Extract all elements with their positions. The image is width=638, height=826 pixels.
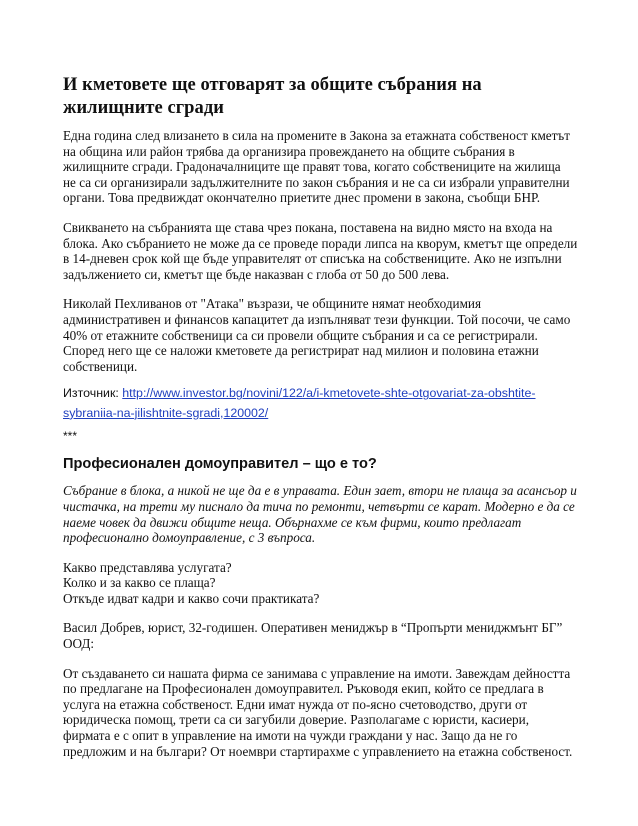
text-line: услуга на етажна собственост. Едни имат нужда от по-ясно счетоводство, други от (63, 696, 528, 712)
paragraph-objection (63, 296, 578, 374)
text-line: чистачка, на трети му писнало да тича по ремонти, четвърти се карат. Модерно е да се (63, 498, 575, 514)
title-line: И кметовете ще отговарят за общите събрания на (63, 75, 482, 95)
source-link-line: http://www.investor.bg/novini/122/a/i-kmetovete-shte-otgovariat-za-obshtite- (122, 386, 536, 401)
text-line: Събрание в блока, а никой не ще да е в управата. Един зает, втори не плаща за асансьор и (63, 483, 577, 499)
text-line: задължението си, кметът ще бъде наказван с глоба от 50 до 500 лева. (63, 266, 450, 282)
text-line: жилищните сгради. Градоначалниците ще правят това, когато собствениците на жилища (63, 159, 561, 175)
question-item: Какво представлява услугата? (63, 559, 232, 575)
section-separator: *** (63, 429, 78, 444)
text-line: не са си организирали задължителните по закон събрания и не са си избрали управителни (63, 174, 570, 190)
text-line: фирмата е с опит в управление на имоти на чужди граждани у нас. Защо да не го (63, 728, 518, 744)
paragraph-intro (63, 128, 578, 206)
text-line: 40% от етажните собственици са си провели общите събрания и са се регистрирали. (63, 327, 538, 343)
text-line: блока. Ако събранието не може да се проведе поради липса на кворум, кметът ще определи (63, 235, 578, 251)
text-line: юридическа помощ, трети са си загубили доверие. Разполагаме с юристи, касиери, (63, 712, 529, 728)
source-citation (63, 384, 578, 423)
questions-list (63, 560, 578, 607)
source-label: Източник: (63, 386, 123, 401)
text-line: Според него ще се наложи кметовете да регистрират над милион и половина етажни (63, 343, 539, 359)
question-item: Колко и за какво се плаща? (63, 575, 216, 591)
text-line: в 14-дневен срок кой ще бъде управителят от списъка на собствениците. Ако не изпълни (63, 251, 562, 267)
text-line: органи. Това предвиждат окончателно приетите днес промени в закона, съобщи БНР. (63, 190, 540, 206)
paragraph-convening (63, 220, 578, 282)
article-title (63, 74, 578, 120)
text-line: наеме човек да движи общите неща. Обърнахме се към фирми, които предлагат (63, 514, 522, 530)
text-line: ООД: (63, 636, 95, 652)
section-title: Професионален домоуправител – що е то? (63, 456, 377, 473)
text-line: предложим и на българи? От ноември стартирахме с управлението на етажна собственост. (63, 743, 573, 759)
speaker-intro (63, 620, 578, 651)
text-line: професионално домоуправление, с 3 въпроса. (63, 530, 316, 546)
question-item: Откъде идват кадри и какво сочи практиката? (63, 590, 320, 606)
speaker-answer (63, 666, 578, 760)
text-line: собственици. (63, 358, 138, 374)
text-line: на община или район трябва да организира провеждането на общите събрания в (63, 143, 515, 159)
document-page (63, 74, 578, 759)
paragraph-lead-italic (63, 483, 578, 545)
title-line: жилищните сгради (63, 98, 224, 118)
text-line: Николай Пехливанов от "Атака" възрази, че общините нямат необходимия (63, 296, 482, 312)
source-link[interactable] (63, 386, 536, 420)
source-link-line: sybraniia-na-jilishtnite-sgradi,120002/ (63, 405, 269, 420)
text-line: Васил Добрев, юрист, 32-годишен. Оперативен мениджър в “Пропърти мениджмънт БГ” (63, 620, 563, 636)
text-line: От създаването си нашата фирма се занимава с управление на имоти. Завеждам дейността (63, 665, 571, 681)
text-line: Една година след влизането в сила на промените в Закона за етажната собственост кметът (63, 128, 570, 143)
text-line: Свикването на събранията ще става чрез покана, поставена на видно място на входа на (63, 219, 553, 235)
text-line: по предлагане на Професионален домоуправител. Ръководя екип, който се предлага в (63, 681, 544, 697)
text-line: административен и финансов капацитет да изпълняват тези функции. Той посочи, че само (63, 311, 571, 327)
